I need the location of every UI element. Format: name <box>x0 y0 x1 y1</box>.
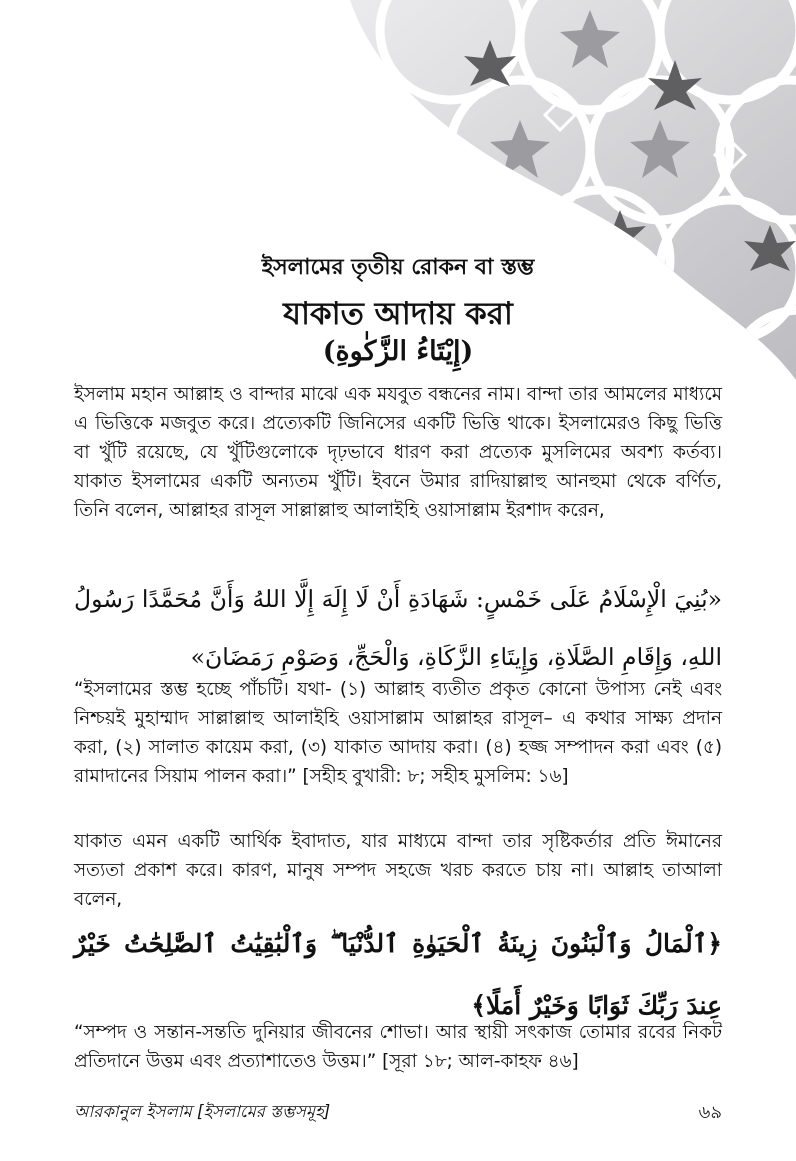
zakat-paragraph: যাকাত এমন একটি আর্থিক ইবাদাত, যার মাধ্যমে বান্দা তার সৃষ্টিকর্তার প্রতি ঈমানের সত্যতা প্রকাশ করে। কারণ, মানুষ সম্পদ সহজে খরচ করতে চায় না। আল্লাহ তাআলা বলেন, <box>74 831 722 910</box>
hadith-translation: “ইসলামের স্তম্ভ হচ্ছে পাঁচটি। যথা- (১) আল্লাহ ব্যতীত প্রকৃত কোনো উপাস্য নেই এবং নিশ্চয়ই মুহাম্মাদ সাল্লাল্লাহু আলাইহি ওয়াসাল্লাম আল্লাহর রাসূল– এ কথার সাক্ষ্য প্রদান করা, (২) সালাত কায়েম করা, (৩) যাকাত আদায় করা। (৪) হজ্জ সম্পাদন করা এবং (৫) রামাদানের সিয়াম পালন করা।” [সহীহ বুখারী: ৮; সহীহ মুসলিম: ১৬] <box>74 679 722 787</box>
page-number: ৬৯ <box>698 1102 722 1123</box>
book-title-footer: আরকানুল ইসলাম [ইসলামের স্তম্ভসমূহ] <box>74 1102 331 1121</box>
section-subtitle: ইসলামের তৃতীয় রোকন বা স্তম্ভ <box>261 255 535 280</box>
page-title: যাকাত আদায় করা <box>283 296 513 332</box>
intro-paragraph: ইসলাম মহান আল্লাহ ও বান্দার মাঝে এক মযবুত বন্ধনের নাম। বান্দা তার আমলের মাধ্যমে এ ভিত্তিকে মজবুত করে। প্রত্যেকটি জিনিসের একটি ভিত্তি থাকে। ইসলামেরও কিছু ভিত্তি বা খুঁটি রয়েছে, যে খুঁটিগুলোকে দৃঢ়ভাবে ধারণ করা প্রত্যেক মুসলিমের অবশ্য কর্তব্য। যাকাত ইসলামের একটি অন্যতম খুঁটি। ইবনে উমার রাদিয়াল্লাহু আনহুমা থেকে বর্ণিত, তিনি বলেন, আল্লাহর রাসূল সাল্লাল্লাহু আলাইহি ওয়াসাল্লাম ইরশাদ করেন, <box>74 384 722 521</box>
quran-translation: “সম্পদ ও সন্তান-সন্ততি দুনিয়ার জীবনের শোভা। আর স্থায়ী সৎকাজ তোমার রবের নিকট প্রতিদানে উত্তম এবং প্রত্যাশাতেও উত্তম।” [সূরা ১৮; আল-কাহফ ৪৬] <box>74 1022 722 1072</box>
hadith-arabic-text: «بُنِيَ الْإِسْلَامُ عَلَى خَمْسٍ: شَهَادَةِ أَنْ لَا إِلَهَ إِلَّا اللهُ وَأَنَّ مُحَمَّدًا رَسُولُ اللهِ، وَإِقَامِ الصَّلَاةِ، وَإِيتَاءِ الزَّكَاةِ، وَالْحَجِّ، وَصَوْمِ رَمَضَانَ» <box>74 585 722 671</box>
quran-verse-arabic: ﴿ٱلْمَالُ وَٱلْبَنُونَ زِينَةُ ٱلْحَيَوٰةِ ٱلدُّنْيَا ۖ وَٱلْبَٰقِيَٰتُ ٱلصَّٰلِحَٰتُ خَيْرٌ عِندَ رَبِّكَ ثَوَابًا وَخَيْرٌ أَمَلًا﴾ <box>74 929 722 1020</box>
arabic-title: (إِيْتَاءُ الزَّكٰوةِ) <box>322 336 474 367</box>
